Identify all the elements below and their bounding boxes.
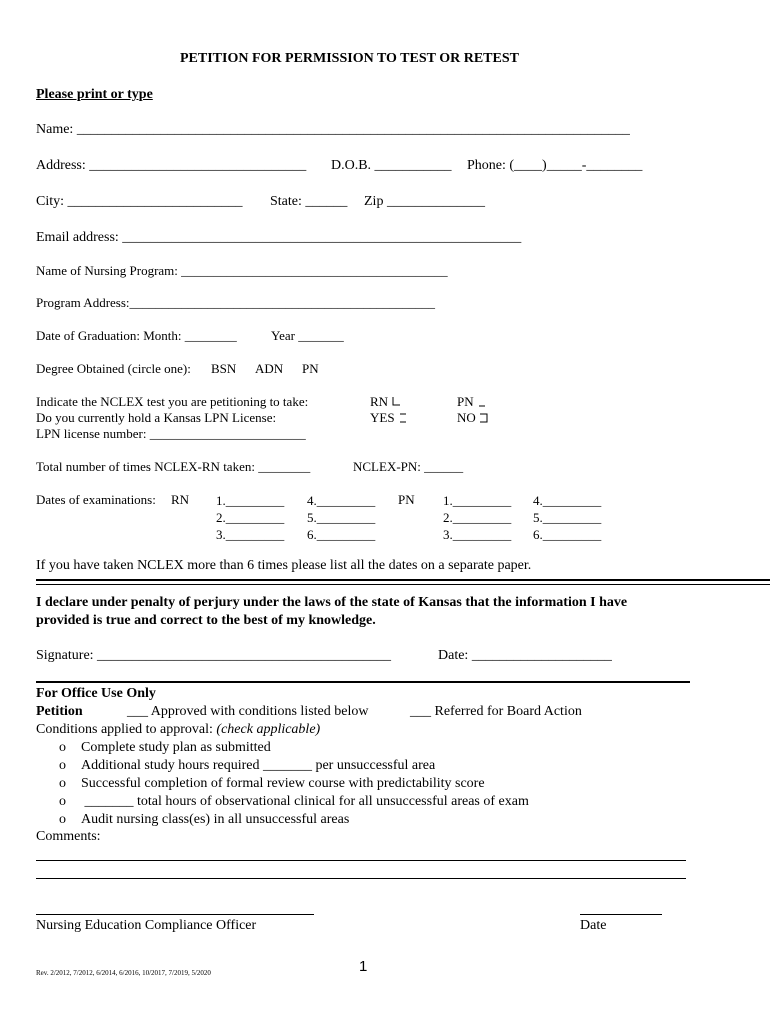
phone-field[interactable]: Phone: (____)_____-________ [467,158,643,173]
bullet-icon: o [59,812,66,827]
declaration-line-1: I declare under penalty of perjury under the laws of the state of Kansas that the information I have [36,595,628,610]
pn-date-field[interactable]: 1._________ [443,493,512,508]
rn-date-field[interactable]: 5._________ [307,510,376,525]
signature-field[interactable]: Signature: __________________________________________ [36,648,392,663]
rn-dates-col2 [307,492,375,543]
condition-item[interactable] [59,812,349,828]
office-use-heading: For Office Use Only [36,686,156,701]
conditions-heading [36,722,320,738]
exam-dates-label: Dates of examinations: [36,492,156,507]
program-address-field[interactable]: Program Address:_______________________________________________ [36,295,436,310]
degree-adn-option[interactable]: ADN [255,361,284,376]
name-field[interactable]: Name: _______________________________________________________________________________ [36,122,630,137]
comments-line[interactable] [36,860,686,861]
revision-note: Rev. 2/2012, 7/2012, 6/2014, 6/2016, 10/2017, 7/2019, 5/2020 [36,969,211,977]
degree-bsn-option[interactable]: BSN [211,361,237,376]
pn-dates-col1 [443,492,511,543]
checkbox-icon [398,412,408,423]
office-divider [36,681,690,683]
print-instruction: Please print or type [36,87,153,102]
nclex-rn-count-field[interactable]: Total number of times NCLEX-RN taken: ________ [36,459,311,474]
lpn-number-field[interactable]: LPN license number: ________________________ [36,426,306,441]
condition-text: Complete study plan as submitted [81,740,271,755]
officer-label: Nursing Education Compliance Officer [36,918,257,933]
condition-text: Additional study hours required _______ per unsuccessful area [81,758,436,773]
comments-label: Comments: [36,829,101,844]
nclex-pn-count-field[interactable]: NCLEX-PN: ______ [353,459,464,474]
degree-pn-option[interactable]: PN [302,361,319,376]
pn-date-field[interactable]: 6._________ [533,527,602,542]
condition-text: Audit nursing class(es) in all unsuccessful areas [81,812,350,827]
bullet-icon: o [59,740,66,755]
more-than-six-note: If you have taken NCLEX more than 6 times please list all the dates on a separate paper. [36,558,532,573]
officer-date-line[interactable] [580,914,662,915]
referred-option[interactable]: ___ Referred for Board Action [410,704,582,719]
declaration-line-2: provided is true and correct to the best of my knowledge. [36,613,376,628]
email-field[interactable]: Email address: _________________________________________________________ [36,230,522,245]
page-number: 1 [359,958,368,975]
rn-dates-col1 [216,492,284,543]
zip-field[interactable]: Zip ______________ [364,194,485,209]
officer-date-label: Date [580,918,607,933]
pn-dates-col2 [533,492,601,543]
rn-date-field[interactable]: 1._________ [216,493,285,508]
conditions-label: Conditions applied to approval: [36,722,213,737]
comments-line[interactable] [36,878,686,879]
bullet-icon: o [59,794,66,809]
graduation-year-field[interactable]: Year _______ [271,328,344,343]
bullet-icon: o [59,758,66,773]
check-applicable-note: (check applicable) [216,722,321,737]
bullet-icon: o [59,776,66,791]
rn-date-field[interactable]: 4._________ [307,493,376,508]
checkbox-icon [391,396,401,407]
graduation-month-field[interactable]: Date of Graduation: Month: ________ [36,328,237,343]
petition-label: Petition [36,704,83,719]
yes-checkbox[interactable] [370,410,408,426]
yes-label: YES [370,410,395,425]
city-field[interactable]: City: _________________________ [36,194,243,209]
pn-checkbox[interactable] [457,394,487,410]
pn-date-field[interactable]: 5._________ [533,510,602,525]
section-divider [36,579,770,581]
pn-date-field[interactable]: 4._________ [533,493,602,508]
officer-signature-line[interactable] [36,914,314,915]
degree-label: Degree Obtained (circle one): [36,361,191,376]
dob-field[interactable]: D.O.B. ___________ [331,158,452,173]
checkbox-icon [479,412,489,423]
rn-label: RN [370,394,389,409]
no-checkbox[interactable] [457,410,489,426]
rn-checkbox[interactable] [370,394,401,410]
pn-label: PN [457,394,474,409]
rn-date-field[interactable]: 3._________ [216,527,285,542]
rn-date-field[interactable]: 6._________ [307,527,376,542]
condition-item[interactable] [59,794,529,810]
nclex-indicate-label: Indicate the NCLEX test you are petitioning to take: [36,394,309,409]
lpn-license-label: Do you currently hold a Kansas LPN License: [36,410,277,425]
exam-dates-pn-label: PN [398,492,415,507]
page-title: PETITION FOR PERMISSION TO TEST OR RETEST [180,51,519,66]
address-field[interactable]: Address: _______________________________ [36,158,307,173]
pn-date-field[interactable]: 3._________ [443,527,512,542]
signature-date-field[interactable]: Date: ____________________ [438,648,612,663]
section-divider [36,584,770,585]
no-label: NO [457,410,476,425]
condition-text: Successful completion of formal review course with predictability score [81,776,485,791]
condition-text: _______ total hours of observational clinical for all unsuccessful areas of exam [81,794,529,809]
rn-date-field[interactable]: 2._________ [216,510,285,525]
checkbox-icon [477,396,487,407]
pn-date-field[interactable]: 2._________ [443,510,512,525]
condition-item[interactable] [59,758,435,774]
condition-item[interactable] [59,776,485,792]
condition-item[interactable] [59,740,271,756]
exam-dates-rn-label: RN [171,492,190,507]
state-field[interactable]: State: ______ [270,194,348,209]
approved-option[interactable]: ___ Approved with conditions listed below [127,704,369,719]
program-name-field[interactable]: Name of Nursing Program: _________________________________________ [36,263,448,278]
